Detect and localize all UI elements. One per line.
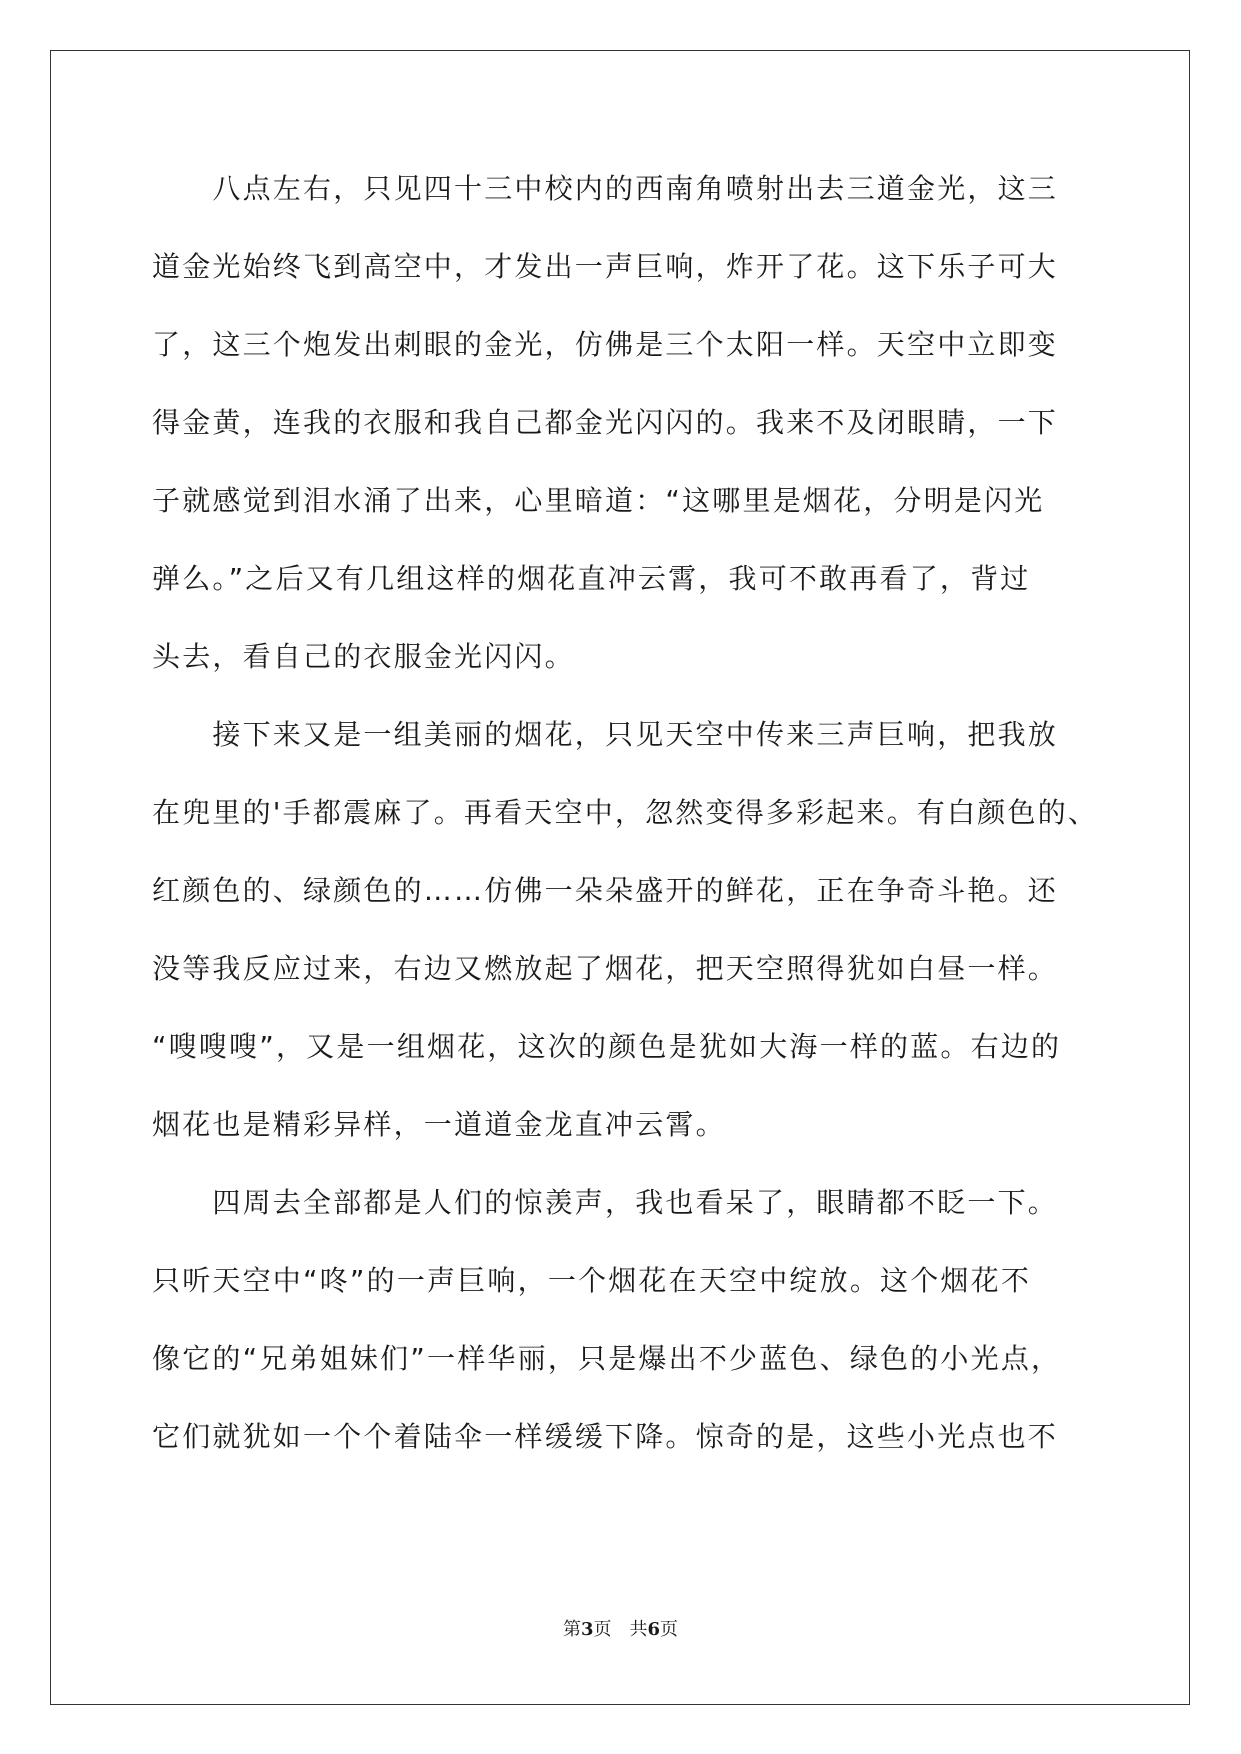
text-line: 在兜里的'手都震麻了。再看天空中，忽然变得多彩起来。有白颜色的、: [152, 796, 1099, 829]
page-number-footer: [0, 1615, 1241, 1641]
document-body: [152, 150, 1102, 1476]
text-line: 红颜色的、绿颜色的……仿佛一朵朵盛开的鲜花，正在争奇斗艳。还: [152, 874, 1059, 907]
page-suffix: 页: [660, 1619, 679, 1640]
text-line: 头去，看自己的衣服金光闪闪。: [152, 640, 575, 673]
text-line: 四周去全部都是人们的惊羡声，我也看呆了，眼睛都不眨一下。: [152, 1186, 1059, 1219]
current-page-number: 3: [580, 1619, 594, 1640]
text-line: 得金黄，连我的衣服和我自己都金光闪闪的。我来不及闭眼睛，一下: [152, 406, 1059, 439]
text-line: 接下来又是一组美丽的烟花，只见天空中传来三声巨响，把我放: [152, 718, 1059, 751]
text-line: 只听天空中“咚”的一声巨响，一个烟花在天空中绽放。这个烟花不: [152, 1264, 1032, 1297]
total-page-number: 6: [647, 1619, 661, 1640]
text-line: 它们就犹如一个个着陆伞一样缓缓下降。惊奇的是，这些小光点也不: [152, 1420, 1059, 1453]
page-prefix: 第: [562, 1619, 581, 1640]
text-line: “嗖嗖嗖”，又是一组烟花，这次的颜色是犹如大海一样的蓝。右边的: [152, 1030, 1062, 1063]
text-line: 道金光始终飞到高空中，才发出一声巨响，炸开了花。这下乐子可大: [152, 250, 1059, 283]
text-line: 弹么。”之后又有几组这样的烟花直冲云霄，我可不敢再看了，背过: [152, 562, 1031, 595]
text-line: 烟花也是精彩异样，一道道金龙直冲云霄。: [152, 1108, 726, 1141]
text-line: 了，这三个炮发出刺眼的金光，仿佛是三个太阳一样。天空中立即变: [152, 328, 1059, 361]
text-line: 像它的“兄弟姐妹们”一样华丽，只是爆出不少蓝色、绿色的小光点，: [152, 1342, 1062, 1375]
text-line: 没等我反应过来，右边又燃放起了烟花，把天空照得犹如白昼一样。: [152, 952, 1059, 985]
text-line: 子就感觉到泪水涌了出来，心里暗道：“这哪里是烟花，分明是闪光: [152, 484, 1045, 517]
page-separator: 页 共: [593, 1619, 648, 1640]
text-line: 八点左右，只见四十三中校内的西南角喷射出去三道金光，这三: [152, 172, 1059, 205]
